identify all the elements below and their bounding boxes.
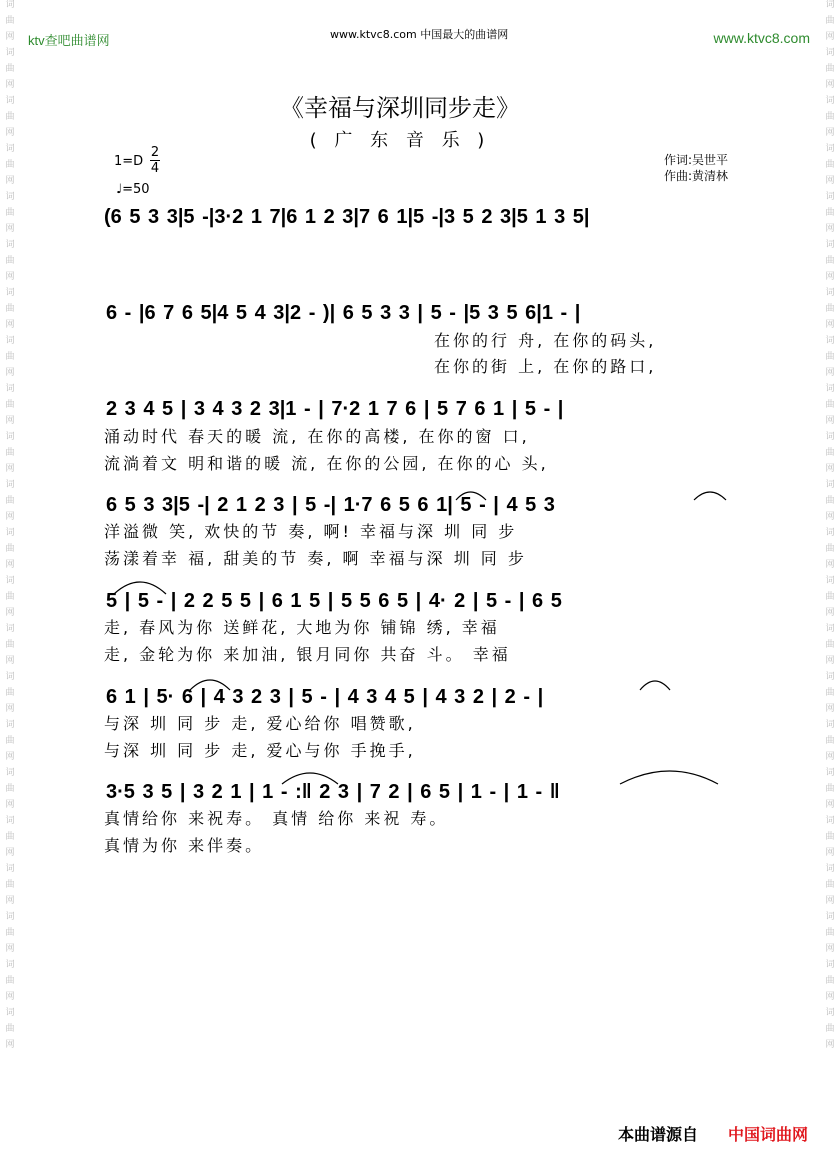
- side-watermark-glyph: 网: [825, 32, 835, 42]
- side-watermark-glyph: 词: [5, 480, 15, 490]
- side-watermark-glyph: 词: [5, 288, 15, 298]
- side-watermark-glyph: 曲: [5, 736, 15, 746]
- source-site-link[interactable]: 中国词曲网: [727, 1125, 808, 1144]
- song-title: 《幸福与深圳同步走》: [280, 94, 520, 122]
- side-watermark-glyph: 词: [825, 912, 835, 922]
- side-watermark-glyph: 曲: [5, 832, 15, 842]
- side-watermark-glyph: 曲: [5, 688, 15, 698]
- side-watermark-glyph: 词: [5, 528, 15, 538]
- side-watermark-glyph: 网: [5, 800, 15, 810]
- side-watermark-glyph: 网: [5, 704, 15, 714]
- lyrics-row-2-verse-1: 在你的行 舟, 在你的码头,: [434, 331, 657, 350]
- lyrics-row-3-verse-1: 涌动时代 春天的暖 流, 在你的高楼, 在你的窗 口,: [104, 427, 530, 446]
- lyrics-row-5-verse-2: 走, 金轮为你 来加油, 银月同你 共奋 斗。 幸福: [104, 645, 511, 664]
- side-watermark-glyph: 词: [825, 432, 835, 442]
- side-watermark-glyph: 词: [825, 1008, 835, 1018]
- side-watermark-glyph: 曲: [5, 928, 15, 938]
- side-watermark-glyph: 词: [5, 432, 15, 442]
- side-watermark-glyph: 网: [825, 944, 835, 954]
- side-watermark-glyph: 词: [825, 720, 835, 730]
- side-watermark-glyph: 网: [825, 224, 835, 234]
- side-watermark-glyph: 曲: [5, 112, 15, 122]
- side-watermark-glyph: 网: [5, 416, 15, 426]
- side-watermark-glyph: 网: [825, 704, 835, 714]
- side-watermark-glyph: 词: [825, 528, 835, 538]
- side-watermark-glyph: 曲: [825, 16, 835, 26]
- notation-row-3: 2 3 4 5 | 3 4 3 2 3|1 - | 7·2 1 7 6 | 5 7 6 1 | 5 - |: [106, 398, 564, 420]
- side-watermark-glyph: 词: [825, 48, 835, 58]
- side-watermark-glyph: 曲: [5, 400, 15, 410]
- lyrics-row-6-verse-1: 与深 圳 同 步 走, 爱心给你 唱赞歌,: [104, 714, 416, 733]
- side-watermark-glyph: 曲: [5, 16, 15, 26]
- side-watermark-glyph: 曲: [825, 304, 835, 314]
- side-watermark-glyph: 曲: [825, 448, 835, 458]
- side-watermark-glyph: 词: [5, 816, 15, 826]
- side-watermark-glyph: 网: [5, 752, 15, 762]
- side-watermark-glyph: 曲: [825, 640, 835, 650]
- side-watermark-glyph: 词: [825, 96, 835, 106]
- side-watermark-glyph: 网: [5, 512, 15, 522]
- side-watermark-glyph: 词: [5, 1008, 15, 1018]
- key-signature: 1=D: [114, 154, 144, 169]
- side-watermark-glyph: 网: [5, 176, 15, 186]
- side-watermark-glyph: 曲: [825, 112, 835, 122]
- slur-row-6b: [640, 681, 670, 690]
- side-watermark-glyph: 词: [5, 144, 15, 154]
- side-watermark-glyph: 曲: [825, 736, 835, 746]
- lyrics-row-4-verse-2: 荡漾着幸 福, 甜美的节 奏, 啊 幸福与深 圳 同 步: [104, 549, 527, 568]
- side-watermark-glyph: 词: [825, 144, 835, 154]
- side-watermark-glyph: 网: [825, 560, 835, 570]
- side-watermark-glyph: 网: [5, 272, 15, 282]
- side-watermark-glyph: 网: [825, 464, 835, 474]
- side-watermark-glyph: 网: [825, 80, 835, 90]
- side-watermark-glyph: 网: [5, 224, 15, 234]
- side-watermark-glyph: 词: [5, 672, 15, 682]
- side-watermark-glyph: 网: [825, 992, 835, 1002]
- side-watermark-glyph: 词: [5, 384, 15, 394]
- side-watermark-glyph: 词: [5, 960, 15, 970]
- side-watermark-glyph: 词: [825, 240, 835, 250]
- side-watermark-glyph: 词: [825, 480, 835, 490]
- side-watermark-glyph: 曲: [825, 544, 835, 554]
- side-watermark-glyph: 词: [825, 768, 835, 778]
- side-watermark-glyph: 曲: [5, 304, 15, 314]
- slur-row-7a: [282, 773, 338, 784]
- lyrics-row-6-verse-2: 与深 圳 同 步 走, 爱心与你 手挽手,: [104, 741, 416, 760]
- side-watermark-glyph: 词: [825, 960, 835, 970]
- composer: 作曲:黄清林: [664, 169, 729, 183]
- lyrics-row-7-verse-1: 真情给你 来祝寿。 真情 给你 来祝 寿。: [104, 809, 449, 828]
- side-watermark-glyph: 词: [825, 192, 835, 202]
- side-watermark-glyph: 词: [5, 0, 15, 10]
- slur-row-4b: [694, 492, 726, 500]
- lyrics-row-5-verse-1: 走, 春风为你 送鲜花, 大地为你 铺锦 绣, 幸福: [104, 618, 500, 637]
- side-watermark-glyph: 曲: [825, 256, 835, 266]
- side-watermark-glyph: 曲: [825, 784, 835, 794]
- side-watermark-glyph: 曲: [825, 1024, 835, 1034]
- source-label: 本曲谱源自: [617, 1125, 698, 1144]
- side-watermark-glyph: 词: [5, 336, 15, 346]
- slur-row-7b: [620, 771, 718, 784]
- lyrics-row-7-verse-2: 真情为你 来伴奏。: [104, 836, 265, 855]
- side-watermark-glyph: 曲: [825, 832, 835, 842]
- side-watermark-glyph: 曲: [825, 352, 835, 362]
- notation-row-5: 5 | 5 - | 2 2 5 5 | 6 1 5 | 5 5 6 5 | 4· 2 | 5 - | 6 5: [106, 590, 562, 612]
- site-watermark-center[interactable]: www.ktvc8.com 中国最大的曲谱网: [330, 28, 509, 41]
- slur-row-6a: [190, 680, 230, 690]
- side-watermark-glyph: 曲: [825, 592, 835, 602]
- side-watermark-glyph: 曲: [5, 544, 15, 554]
- side-watermark-glyph: 曲: [825, 928, 835, 938]
- side-watermark-glyph: 曲: [5, 1024, 15, 1034]
- side-watermark-glyph: 网: [5, 368, 15, 378]
- side-watermark-glyph: 词: [825, 624, 835, 634]
- side-watermark-glyph: 词: [825, 0, 835, 10]
- side-watermark-glyph: 曲: [5, 784, 15, 794]
- side-watermark-glyph: 曲: [5, 352, 15, 362]
- side-watermark-glyph: 曲: [825, 976, 835, 986]
- side-watermark-glyph: 网: [5, 944, 15, 954]
- notation-row-7: 3·5 3 5 | 3 2 1 | 1 - :‖ 2 3 | 7 2 | 6 5 | 1 - | 1 - ‖: [106, 781, 560, 803]
- side-watermark-glyph: 曲: [825, 496, 835, 506]
- side-watermark-glyph: 网: [825, 848, 835, 858]
- side-watermark-glyph: 网: [5, 560, 15, 570]
- side-watermark-glyph: 网: [825, 368, 835, 378]
- time-bottom: 4: [150, 161, 160, 176]
- tempo-mark: ♩=50: [116, 182, 150, 197]
- side-watermark-glyph: 词: [825, 672, 835, 682]
- side-watermark-glyph: 曲: [5, 64, 15, 74]
- side-watermark-glyph: 词: [5, 912, 15, 922]
- side-watermark-glyph: 网: [825, 656, 835, 666]
- side-watermark-glyph: 曲: [5, 160, 15, 170]
- side-watermark-glyph: 曲: [5, 496, 15, 506]
- side-watermark-glyph: 词: [5, 624, 15, 634]
- notation-row-1: (6 5 3 3|5 -|3·2 1 7|6 1 2 3|7 6 1|5 -|3 5 2 3|5 1 3 5|: [104, 206, 590, 228]
- side-watermark-glyph: 网: [5, 896, 15, 906]
- side-watermark-glyph: 网: [825, 608, 835, 618]
- notation-row-6: 6 1 | 5· 6 | 4 3 2 3 | 5 - | 4 3 4 5 | 4 3 2 | 2 - |: [106, 686, 544, 708]
- side-watermark-glyph: 网: [5, 848, 15, 858]
- side-watermark-glyph: 曲: [5, 208, 15, 218]
- side-watermark-glyph: 网: [5, 80, 15, 90]
- notation-row-4: 6 5 3 3|5 -| 2 1 2 3 | 5 -| 1·7 6 5 6 1| 5 - | 4 5 3: [106, 494, 555, 516]
- side-watermark-glyph: 词: [825, 288, 835, 298]
- side-watermark-glyph: 曲: [825, 688, 835, 698]
- side-watermark-glyph: 网: [825, 752, 835, 762]
- lyricist: 作词:吴世平: [664, 153, 729, 167]
- side-watermark-glyph: 曲: [825, 208, 835, 218]
- lyrics-row-2-verse-2: 在你的街 上, 在你的路口,: [434, 357, 657, 376]
- slur-row-5: [114, 582, 166, 594]
- side-watermark-glyph: 词: [5, 96, 15, 106]
- side-watermark-glyph: 曲: [5, 880, 15, 890]
- side-watermark-glyph: 网: [5, 320, 15, 330]
- side-watermark-glyph: 网: [5, 992, 15, 1002]
- side-watermark-glyph: 词: [825, 864, 835, 874]
- side-watermark-glyph: 曲: [825, 160, 835, 170]
- side-watermark-glyph: 曲: [5, 640, 15, 650]
- side-watermark-glyph: 词: [5, 768, 15, 778]
- notation-row-2: 6 - |6 7 6 5|4 5 4 3|2 - )| 6 5 3 3 | 5 - |5 3 5 6|1 - |: [106, 302, 581, 324]
- side-watermark-glyph: 词: [5, 240, 15, 250]
- time-top: 2: [150, 145, 160, 160]
- side-watermark-glyph: 网: [5, 128, 15, 138]
- side-watermark-glyph: 网: [5, 608, 15, 618]
- site-watermark-left[interactable]: ktv查吧曲谱网: [28, 33, 110, 48]
- side-watermark-glyph: 网: [825, 272, 835, 282]
- side-watermark-glyph: 词: [825, 384, 835, 394]
- side-watermark-glyph: 网: [5, 32, 15, 42]
- slur-row-4a: [456, 492, 486, 500]
- side-watermark-glyph: 曲: [5, 256, 15, 266]
- lyrics-row-4-verse-1: 洋溢微 笑, 欢快的节 奏, 啊! 幸福与深 圳 同 步: [104, 522, 518, 541]
- side-watermark-glyph: 词: [5, 576, 15, 586]
- side-watermark-glyph: 词: [825, 816, 835, 826]
- side-watermark-glyph: 网: [5, 656, 15, 666]
- side-watermark-glyph: 网: [825, 128, 835, 138]
- side-watermark-glyph: 网: [825, 320, 835, 330]
- side-watermark-glyph: 曲: [825, 400, 835, 410]
- side-watermark-glyph: 词: [5, 864, 15, 874]
- lyrics-row-3-verse-2: 流淌着文 明和谐的暖 流, 在你的公园, 在你的心 头,: [104, 454, 549, 473]
- side-watermark-glyph: 曲: [825, 64, 835, 74]
- side-watermark-glyph: 网: [5, 464, 15, 474]
- side-watermark-glyph: 曲: [825, 880, 835, 890]
- side-watermark-glyph: 词: [5, 720, 15, 730]
- side-watermark-glyph: 网: [825, 416, 835, 426]
- side-watermark-glyph: 网: [825, 896, 835, 906]
- side-watermark-glyph: 网: [825, 512, 835, 522]
- side-watermark-glyph: 网: [5, 1040, 15, 1050]
- side-watermark-glyph: 曲: [5, 976, 15, 986]
- side-watermark-glyph: 词: [825, 336, 835, 346]
- side-watermark-glyph: 网: [825, 800, 835, 810]
- side-watermark-glyph: 曲: [5, 592, 15, 602]
- side-watermark-glyph: 网: [825, 176, 835, 186]
- side-watermark-glyph: 词: [5, 192, 15, 202]
- side-watermark-glyph: 曲: [5, 448, 15, 458]
- site-watermark-right[interactable]: www.ktvc8.com: [713, 30, 810, 46]
- side-watermark-glyph: 网: [825, 1040, 835, 1050]
- side-watermark-glyph: 词: [5, 48, 15, 58]
- song-genre: ( 广 东 音 乐 ): [309, 130, 491, 151]
- side-watermark-glyph: 词: [825, 576, 835, 586]
